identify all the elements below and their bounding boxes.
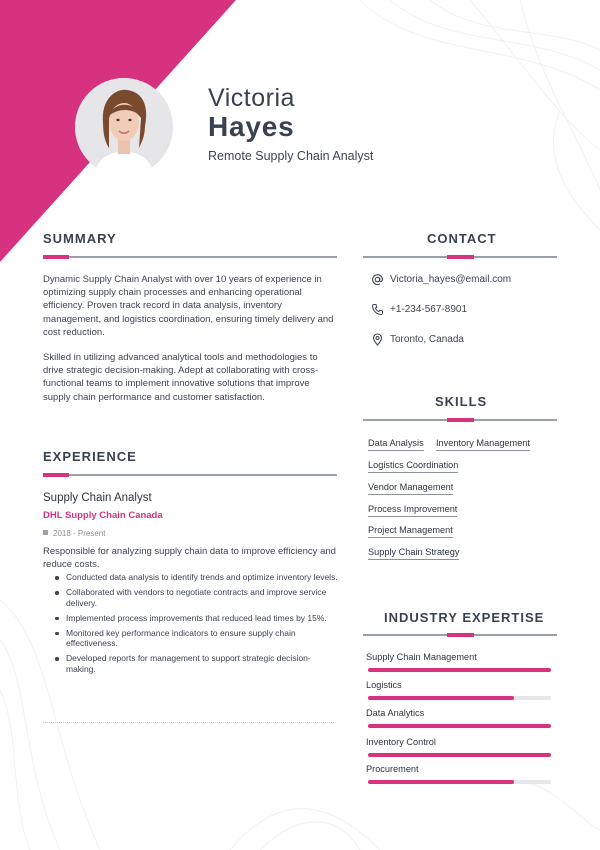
- summary-accent-bar: [43, 255, 69, 259]
- bullet-icon: [55, 657, 59, 661]
- at-icon: [371, 273, 384, 286]
- bullet-text: Monitored key performance indicators to ensure supply chain effectiveness.: [66, 627, 296, 649]
- job-dates: [43, 529, 105, 538]
- list-item: [55, 628, 338, 649]
- skill-tag: Inventory Management: [436, 438, 530, 451]
- expertise-label: Procurement: [366, 764, 419, 774]
- expertise-label: Inventory Control: [366, 737, 436, 747]
- company-name: DHL Supply Chain Canada: [43, 510, 163, 521]
- skill-tag: Data Analysis: [368, 438, 424, 451]
- summary-divider: [43, 256, 337, 258]
- contact-location-text: Toronto, Canada: [390, 334, 464, 345]
- skills-heading: SKILLS: [435, 394, 488, 409]
- experience-accent-bar: [43, 473, 69, 477]
- bullet-icon: [55, 591, 59, 595]
- bullet-icon: [55, 632, 59, 636]
- job-role: Supply Chain Analyst: [43, 492, 152, 504]
- first-name: Victoria: [208, 84, 295, 112]
- expertise-bar-fill: [368, 724, 551, 728]
- bullet-text: Collaborated with vendors to negotiate contracts and improve service delivery.: [66, 587, 327, 608]
- summary-heading: SUMMARY: [43, 231, 117, 246]
- location-pin-icon: [371, 333, 384, 346]
- date-marker-icon: [43, 530, 48, 535]
- list-item: [55, 587, 338, 608]
- expertise-bar: [368, 668, 551, 672]
- expertise-bar: [368, 753, 551, 757]
- skill-tag: Project Management: [368, 525, 453, 538]
- contact-email-text: Victoria_hayes@email.com: [390, 274, 512, 285]
- expertise-bar-fill: [368, 780, 514, 784]
- summary-paragraph-1: Dynamic Supply Chain Analyst with over 10 years of experience in optimizing supply chain processes and enhancing operational efficiency. Proven track record in data analysis, inventory management, and logistics coordination, ensuring timely delivery and cost reduction.: [43, 274, 334, 338]
- list-item: [55, 613, 338, 624]
- expertise-bar-fill: [368, 753, 551, 757]
- summary-paragraph-2: Skilled in utilizing advanced analytical tools and methodologies to drive strategic decision-making. Adept at collaborating with cross-functional teams to implement innovative solutions that improve supply chain performance and customer satisfaction.: [43, 352, 319, 403]
- contact-accent-bar: [447, 255, 474, 259]
- bullet-icon: [55, 617, 59, 621]
- expertise-bar: [368, 724, 551, 728]
- bullet-text: Developed reports for management to support strategic decision-making.: [66, 653, 311, 674]
- expertise-accent-bar: [447, 633, 474, 637]
- job-responsibility: Responsible for analyzing supply chain data to improve efficiency and reduce costs.: [43, 546, 336, 570]
- contact-phone-text: +1-234-567-8901: [390, 304, 468, 315]
- job-dates-text: 2018 - Present: [53, 529, 106, 538]
- job-bullet-list: [55, 572, 338, 679]
- list-item: [55, 653, 338, 674]
- bullet-text: Implemented process improvements that reduced lead times by 15%.: [66, 612, 327, 623]
- skill-tag: Supply Chain Strategy: [368, 547, 459, 560]
- expertise-bar: [368, 696, 551, 700]
- contact-heading: CONTACT: [427, 231, 497, 246]
- skill-tag: Process Improvement: [368, 504, 457, 517]
- skill-tag: Vendor Management: [368, 482, 453, 495]
- phone-icon: [371, 303, 384, 316]
- skill-tag: Logistics Coordination: [368, 460, 458, 473]
- expertise-bar-fill: [368, 668, 551, 672]
- expertise-bar: [368, 780, 551, 784]
- experience-divider: [43, 474, 337, 476]
- last-name: Hayes: [208, 111, 295, 142]
- experience-heading: EXPERIENCE: [43, 449, 137, 464]
- bullet-icon: [55, 576, 59, 580]
- job-title: Remote Supply Chain Analyst: [208, 149, 374, 163]
- skills-accent-bar: [447, 418, 474, 422]
- expertise-bar-fill: [368, 696, 514, 700]
- bullet-text: Conducted data analysis to identify trends and optimize inventory levels.: [66, 572, 338, 582]
- expertise-heading: INDUSTRY EXPERTISE: [384, 610, 545, 625]
- experience-end-divider: [43, 722, 334, 723]
- avatar: [75, 78, 173, 176]
- expertise-label: Logistics: [366, 680, 402, 690]
- list-item: [55, 572, 338, 583]
- expertise-label: Data Analytics: [366, 708, 425, 718]
- profile-photo: [75, 78, 173, 176]
- expertise-label: Supply Chain Management: [366, 652, 477, 662]
